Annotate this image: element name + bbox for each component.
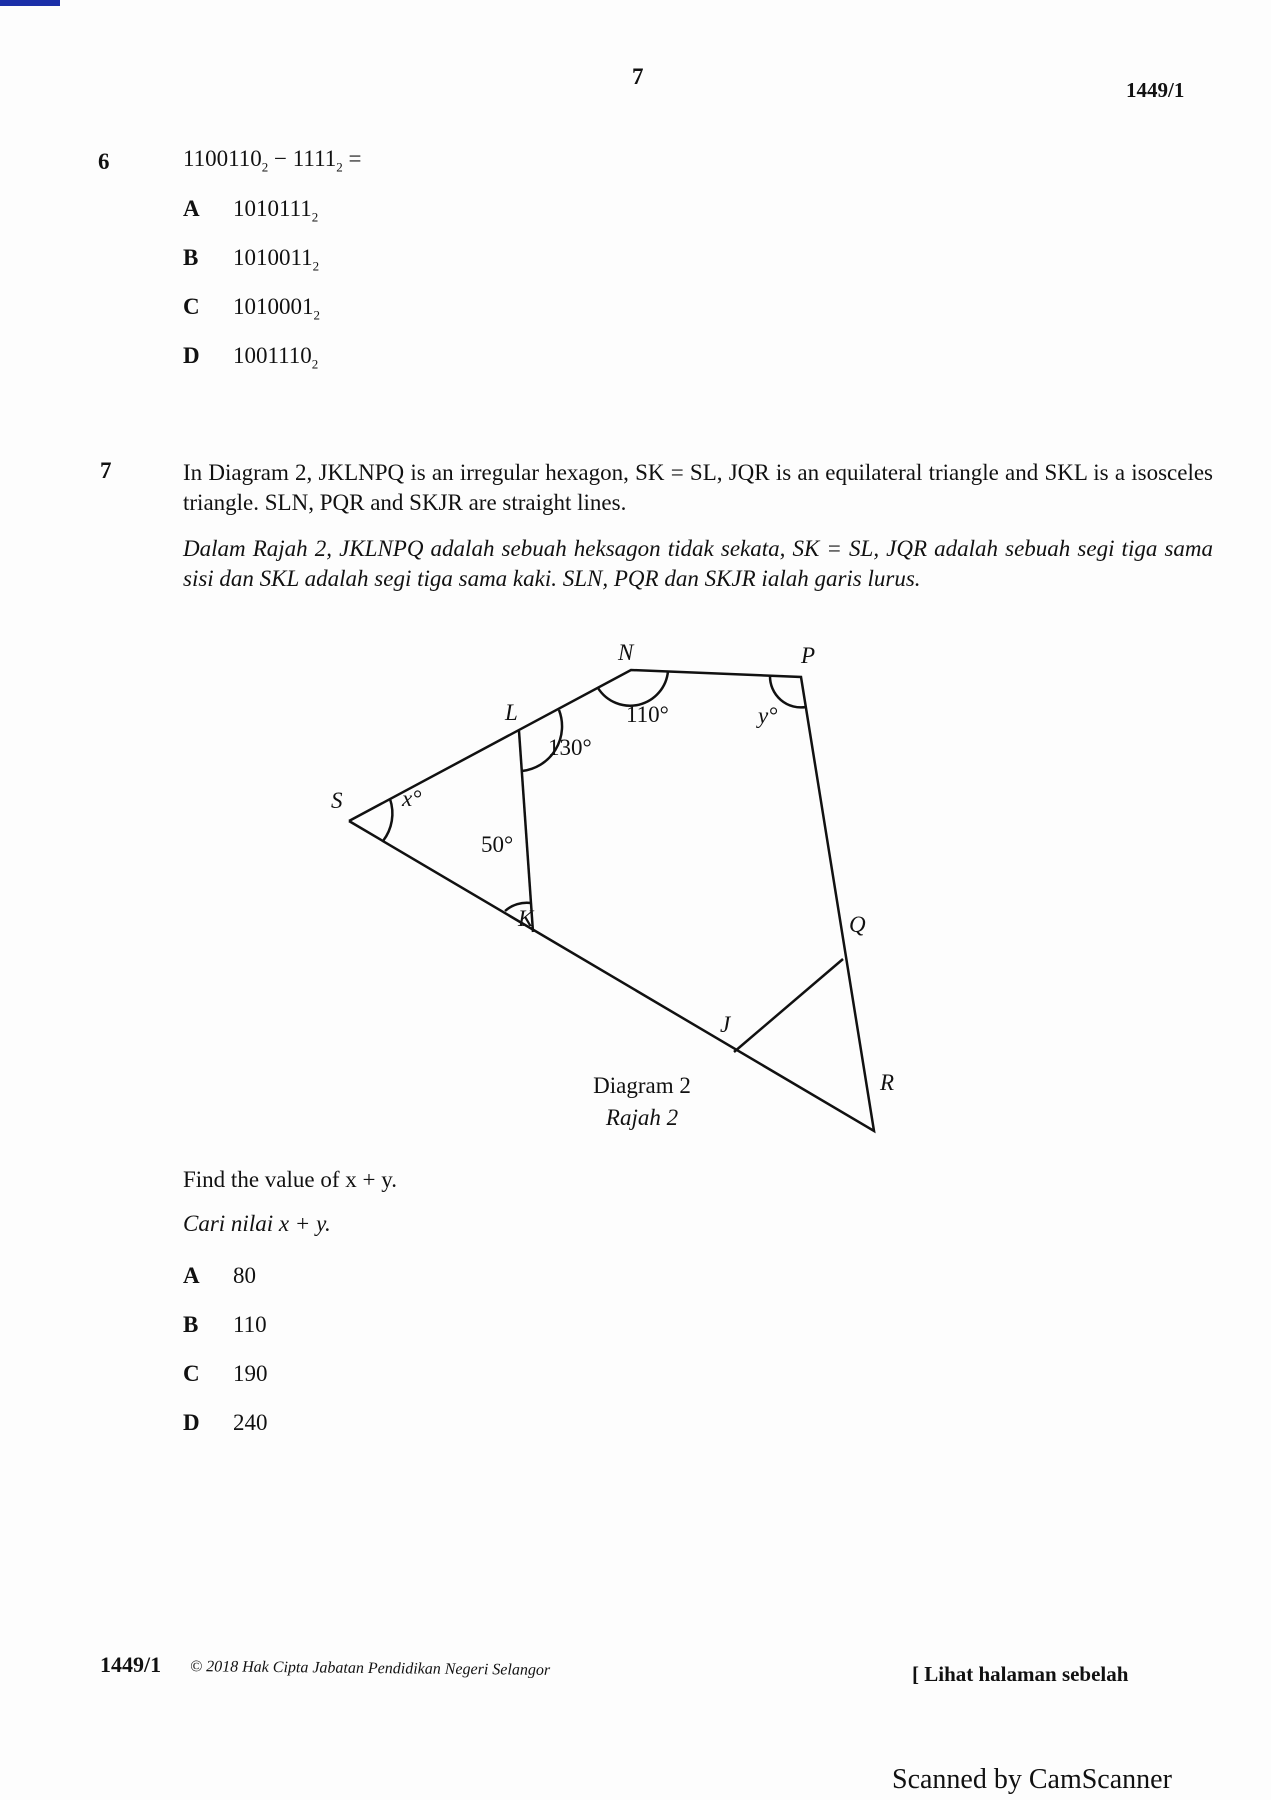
minus: −: [268, 146, 293, 171]
angle-50: 50°: [481, 832, 514, 857]
base: 2: [312, 258, 320, 274]
option-value: 240: [233, 1410, 268, 1435]
footer-copyright: © 2018 Hak Cipta Jabatan Pendidikan Negeri Selangor: [189, 1658, 551, 1679]
option-value: 1010001: [233, 294, 314, 319]
option-letter: B: [183, 1312, 199, 1337]
paper-code: 1449/1: [1126, 78, 1185, 102]
option-value: 110: [233, 1312, 267, 1337]
diagram-caption-ms: Rajah 2: [605, 1105, 679, 1130]
line-jq: [734, 959, 843, 1052]
option-letter: A: [183, 196, 200, 221]
page-number: 7: [632, 64, 644, 89]
option-value: 1001110: [233, 343, 312, 368]
label-q: Q: [849, 912, 866, 937]
equals: =: [342, 146, 362, 171]
base: 2: [261, 159, 269, 175]
question-7-prompt-en: Find the value of x + y.: [183, 1167, 397, 1192]
option-b[interactable]: [183, 1312, 267, 1338]
option-letter: B: [183, 245, 199, 270]
footer-next-page: [ Lihat halaman sebelah: [912, 1662, 1129, 1686]
option-letter: D: [183, 1410, 200, 1435]
option-d[interactable]: [183, 1410, 268, 1436]
angle-arc-n: [598, 671, 668, 706]
option-letter: D: [183, 343, 200, 368]
label-j: J: [720, 1012, 731, 1037]
camscanner-watermark: Scanned by CamScanner: [892, 1764, 1172, 1795]
stem-operand-a: 1100110: [183, 146, 262, 171]
angle-x: x°: [402, 786, 422, 811]
outer-shape: [349, 670, 874, 1131]
label-p: P: [801, 643, 816, 668]
label-n: N: [618, 640, 634, 665]
option-value: 1010111: [233, 196, 312, 221]
label-l: L: [505, 700, 518, 725]
question-7-number: 7: [100, 458, 112, 483]
label-k: K: [518, 906, 534, 931]
footer-code: 1449/1: [100, 1652, 162, 1677]
option-a[interactable]: [183, 1263, 256, 1289]
option-c[interactable]: [183, 1361, 268, 1387]
base: 2: [313, 307, 320, 323]
question-7-text-ms: Dalam Rajah 2, JKLNPQ adalah sebuah heksagon tidak sekata, SK = SL, JQR adalah sebuah segi tiga sama sisi dan SKL adalah segi tiga sama kaki. SLN, PQR dan SKJR ialah garis lurus.: [183, 536, 1213, 591]
angle-y: y°: [758, 703, 778, 728]
angle-130: 130°: [548, 735, 592, 760]
label-r: R: [880, 1070, 895, 1095]
option-letter: A: [183, 1263, 200, 1288]
base: 2: [311, 209, 319, 225]
base: 2: [336, 159, 343, 175]
option-value: 80: [233, 1263, 256, 1288]
angle-arc-x: [383, 799, 392, 841]
angle-110: 110°: [626, 702, 669, 727]
label-s: S: [331, 788, 343, 813]
option-value: 1010011: [233, 245, 313, 270]
option-value: 190: [233, 1361, 268, 1386]
question-7-text-en: In Diagram 2, JKLNPQ is an irregular hexagon, SK = SL, JQR is an equilateral triangle and SKL is a isosceles triangle. SLN, PQR and SKJR are straight lines.: [183, 460, 1213, 515]
option-letter: C: [183, 1361, 200, 1386]
question-7-prompt-ms: Cari nilai x + y.: [183, 1211, 331, 1236]
question-6-number: 6: [98, 149, 110, 174]
option-letter: C: [183, 294, 200, 319]
stem-operand-b: 1111: [292, 146, 337, 171]
diagram-caption-en: Diagram 2: [593, 1073, 691, 1098]
base: 2: [311, 356, 319, 372]
